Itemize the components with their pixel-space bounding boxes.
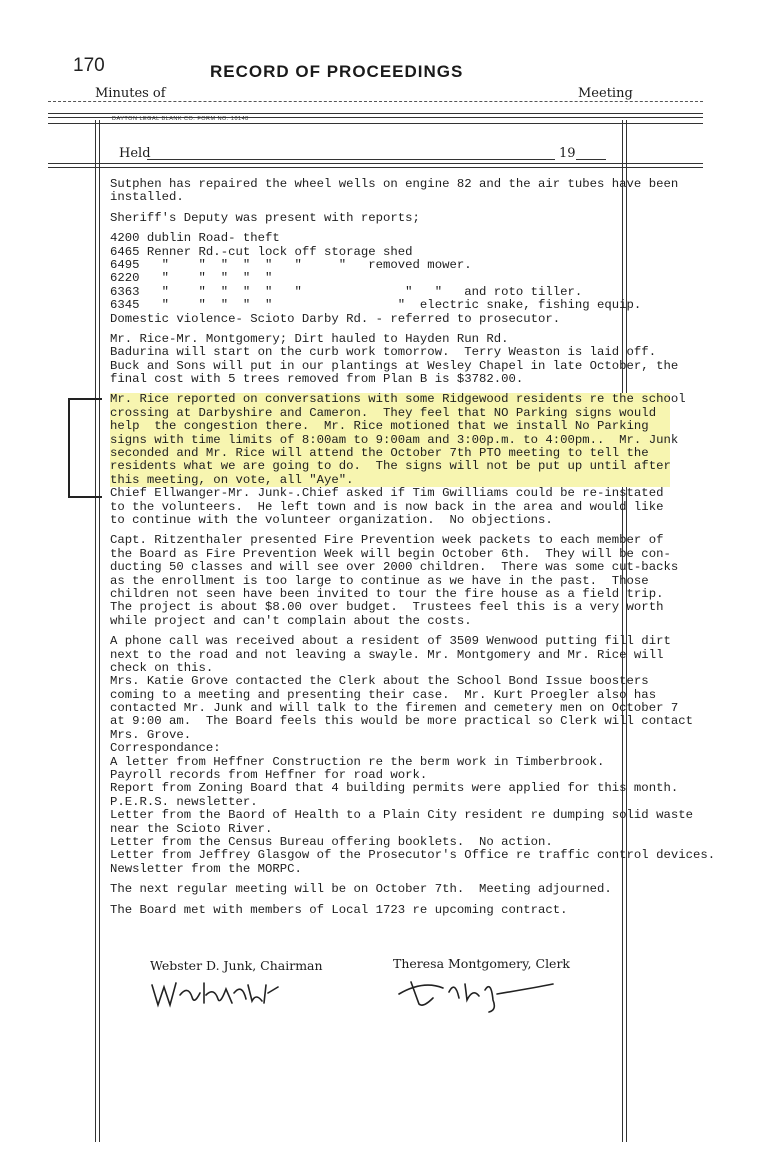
paragraph	[110, 232, 670, 326]
text-line: the Board as Fire Prevention Week will begin October 6th. They will be con-	[110, 546, 671, 561]
text-line: A phone call was received about a resident of 3509 Wenwood putting fill dirt	[110, 634, 671, 649]
text-line: The project is about $8.00 over budget. Trustees feel this is a very worth	[110, 600, 664, 615]
text-line: Payroll records from Heffner for road work.	[110, 768, 428, 783]
text-line: next to the road and not leaving a swayle. Mr. Montgomery and Mr. Rice will	[110, 647, 664, 662]
text-line: Capt. Ritzenthaler presented Fire Prevention week packets to each member of	[110, 533, 664, 548]
left-margin-line-1	[95, 120, 96, 1142]
text-line: Letter from Jeffrey Glasgow of the Prosecutor's Office re traffic control devices.	[110, 848, 716, 863]
text-line: 6345 " " " " " " electric snake, fishing equip.	[110, 298, 642, 313]
text-line: Mrs. Grove.	[110, 727, 192, 742]
text-line: 6220 " " " " "	[110, 271, 273, 286]
text-line: coming to a meeting and presenting their case. Mr. Kurt Proegler also has	[110, 687, 657, 702]
held-rule-1	[48, 163, 703, 164]
text-line: Mr. Rice reported on conversations with some Ridgewood residents re the school	[110, 392, 686, 407]
text-line: to the volunteers. He left town and is now back in the area and would like	[110, 499, 664, 514]
paragraph	[110, 533, 679, 628]
paragraph	[110, 883, 670, 896]
text-line: as the enrollment is too large to continue as we have in the past. Those	[110, 573, 649, 588]
text-line: Sutphen has repaired the wheel wells on engine 82 and the air tubes have been	[110, 177, 679, 191]
text-line: Chief Ellwanger-Mr. Junk-.Chief asked if Tim Gwilliams could be re-instated	[110, 486, 664, 501]
text-line: this meeting, on vote, all "Aye".	[110, 472, 354, 487]
text-line: crossing at Darbyshire and Cameron. They feel that NO Parking signs would	[110, 405, 657, 420]
margin-bracket-mark	[68, 398, 102, 498]
text-line: 6465 Renner Rd.-cut lock off storage shed	[110, 244, 413, 259]
clerk-signature	[393, 970, 563, 1015]
paragraph	[110, 212, 670, 225]
minutes-body	[110, 177, 716, 917]
printer-imprint: DAYTON LEGAL BLANK CO. FORM NO. 10148	[112, 116, 249, 122]
text-line: Domestic violence- Scioto Darby Rd. - referred to prosecutor.	[110, 311, 561, 326]
text-line: contacted Mr. Junk and will talk to the firemen and cemetery men on October 7	[110, 701, 679, 716]
text-line: P.E.R.S. newsletter.	[110, 794, 258, 809]
text-line: at 9:00 am. The Board feels this would be more practical so Clerk will contact	[110, 714, 693, 729]
paragraph	[110, 331, 679, 387]
text-line: signs with time limits of 8:00am to 9:00am and 3:00p.m. to 4:00pm.. Mr. Junk	[110, 432, 679, 447]
year-line	[576, 159, 606, 160]
chairman-name: Webster D. Junk, Chairman	[150, 958, 323, 973]
text-line: Badurina will start on the curb work tomorrow. Terry Weaston is laid off.	[110, 345, 657, 360]
text-line: Newsletter from the MORPC.	[110, 861, 302, 876]
paragraph	[110, 487, 670, 527]
paragraph	[110, 634, 716, 876]
text-line: while project and can't complain about the costs.	[110, 613, 472, 628]
text-line: final cost with 5 trees removed from Plan B is $3782.00.	[110, 372, 524, 387]
minutes-of-label: Minutes of	[95, 86, 166, 101]
text-line: ducting 50 classes and will see over 2000 children. There was some cut-backs	[110, 560, 679, 575]
text-line: 4200 dublin Road- theft	[110, 231, 280, 246]
text-line: Buck and Sons will put in our plantings at Wesley Chapel in late October, the	[110, 358, 679, 373]
text-line: installed.	[110, 190, 184, 205]
text-line: The Board met with members of Local 1723 re upcoming contract.	[110, 902, 568, 917]
chairman-signature	[148, 975, 288, 1015]
text-line: A letter from Heffner Construction re the berm work in Timberbrook.	[110, 754, 605, 769]
text-line: residents what we are going to do. The signs will not be put up until after	[110, 459, 671, 474]
held-line	[147, 159, 555, 160]
text-line: children not seen have been invited to tour the fire house as a field trip.	[110, 586, 664, 601]
text-line: Report from Zoning Board that 4 building permits were applied for this month.	[110, 781, 679, 796]
top-rule-1	[48, 113, 703, 114]
highlighted-paragraph	[110, 392, 686, 487]
clerk-name: Theresa Montgomery, Clerk	[393, 956, 571, 971]
text-line: Mr. Rice-Mr. Montgomery; Dirt hauled to Hayden Run Rd.	[110, 331, 509, 346]
text-line: Sheriff's Deputy was present with reports;	[110, 210, 420, 225]
paragraph	[110, 177, 679, 205]
text-line: near the Scioto River.	[110, 821, 273, 836]
year-label: 19	[559, 146, 576, 161]
top-rule-3	[48, 123, 703, 124]
text-line: Letter from the Census Bureau offering booklets. No action.	[110, 834, 553, 849]
text-line: help the congestion there. Mr. Rice motioned that we install No Parking	[110, 419, 649, 434]
meeting-label: Meeting	[578, 86, 633, 101]
text-line: seconded and Mr. Rice will attend the October 7th PTO meeting to tell the	[110, 446, 649, 461]
text-line: 6363 " " " " " " " " and roto tiller.	[110, 284, 583, 299]
text-line: 6495 " " " " " " " removed mower.	[110, 257, 472, 272]
held-label: Held	[119, 146, 151, 161]
page-number: 170	[73, 55, 105, 76]
text-line: Mrs. Katie Grove contacted the Clerk about the School Bond Issue boosters	[110, 674, 649, 689]
text-line: check on this.	[110, 660, 214, 675]
held-rule-2	[48, 167, 703, 168]
text-line: to continue with the volunteer organization. No objections.	[110, 512, 553, 527]
left-margin-line-2	[99, 120, 100, 1142]
text-line: Letter from the Baord of Health to a Plain City resident re dumping solid waste	[110, 808, 693, 823]
paragraph	[110, 904, 670, 917]
page-title: RECORD OF PROCEEDINGS	[210, 62, 464, 81]
text-line: Correspondance:	[110, 741, 221, 756]
minutes-dotted-line	[48, 101, 703, 102]
text-line: The next regular meeting will be on October 7th. Meeting adjourned.	[110, 882, 612, 897]
